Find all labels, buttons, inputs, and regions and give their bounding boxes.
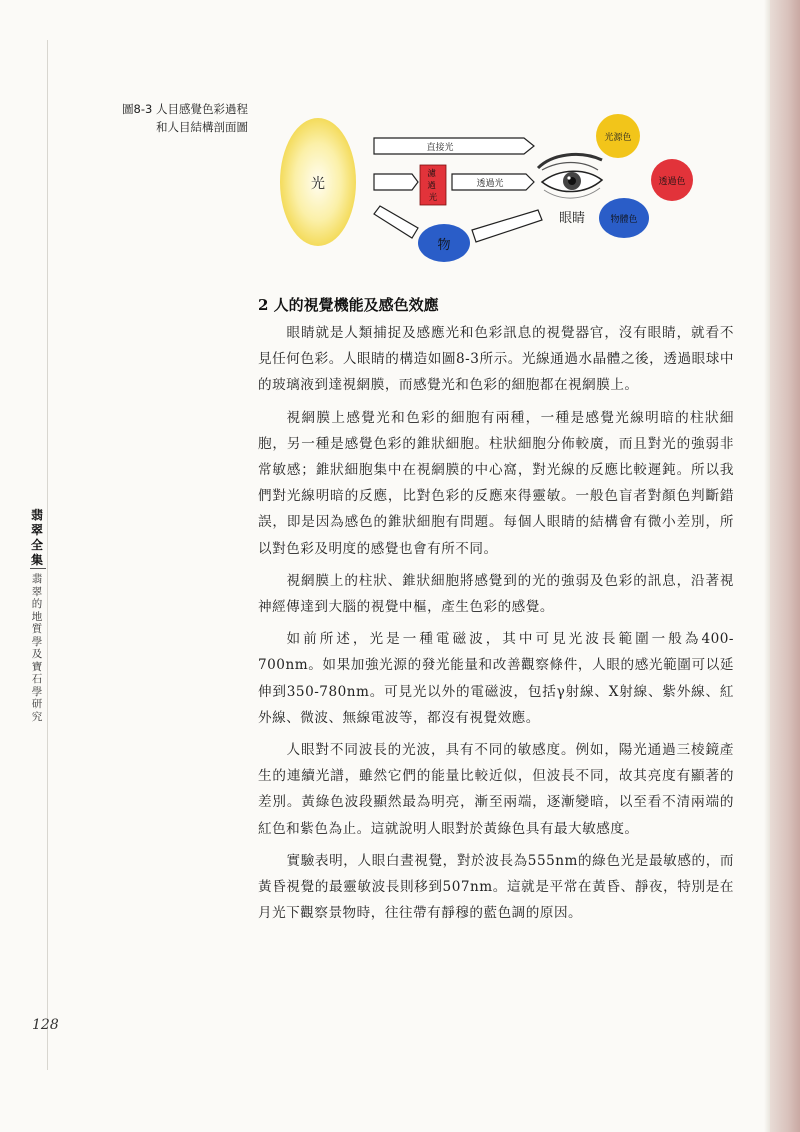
book-spine: [770, 0, 800, 1132]
light-to-object-arrow: [374, 206, 418, 238]
paragraph: 人眼對不同波長的光波，具有不同的敏感度。例如，陽光通過三棱鏡產生的連續光譜，雖然它們的能量比較近似，但波長不同，故其亮度有顯著的差別。黃綠色波段顯然最為明亮，漸至兩端，逐漸變暗，以至看不清兩端的紅色和紫色為止。這就說明人眼對於黃綠色具有最大敏感度。: [258, 742, 734, 837]
reflected-light-arrow: [472, 210, 542, 242]
color-perception-diagram: [280, 110, 700, 270]
transmitted-light-label: 透過光: [476, 179, 504, 189]
body-text: [258, 320, 734, 932]
series-title: 翡翠全集: [30, 508, 43, 567]
direct-light-arrow: [374, 138, 534, 154]
paragraph: 如前所述，光是一種電磁波，其中可見光波長範圍一般為400-700nm。如果加強光源的發光能量和改善觀察條件，人眼的感光範圍可以延伸到350-780nm。可見光以外的電磁波，包括γ射線、X射線、紫外線、紅外線、微波、無線電波等，都沒有視覺效應。: [258, 631, 734, 726]
eye-icon: [538, 154, 602, 198]
caption-line-2: 和人目結構剖面圖: [156, 120, 248, 134]
paragraph: 視網膜上感覺光和色彩的細胞有兩種，一種是感覺光線明暗的柱狀細胞，另一種是感覺色彩的錐狀細胞。柱狀細胞分佈較廣，而且對光的強弱非常敏感；錐狀細胞集中在視網膜的中心窩，對光線的反應比較遲鈍。所以我們對光線明暗的反應，比對色彩的反應來得靈敏。一般色盲者對顏色判斷錯誤，即是因為感色的錐狀細胞有問題。每個人眼睛的結構會有微小差別，所以對色彩及明度的感覺也會有所不同。: [258, 409, 734, 557]
page-number: 128: [32, 1017, 59, 1033]
light-source-color-label: 光源色: [604, 133, 632, 143]
paragraph: 眼睛就是人類捕捉及感應光和色彩訊息的視覺器官，沒有眼睛，就看不見任何色彩。人眼睛的構造如圖8-3所示。光線通過水晶體之後，透過眼球中的玻璃液到達視網膜，而感覺光和色彩的細胞都在視網膜上。: [258, 325, 734, 394]
filter-label: 濾 過 光: [427, 169, 438, 203]
paragraph: 實驗表明，人眼白晝視覺，對於波長為555nm的綠色光是最敏感的，而黃昏視覺的最靈敏波長則移到507nm。這就是平常在黃昏、靜夜，特別是在月光下觀察景物時，往往帶有靜穆的藍色調的原因。: [258, 852, 734, 922]
object-label: 物: [437, 238, 451, 253]
eye-label: 眼睛: [558, 211, 586, 226]
margin-rule: [47, 40, 48, 1070]
incoming-light-arrow: [374, 174, 418, 190]
transmitted-color-label: 透過色: [658, 177, 686, 187]
book-subtitle: 翡翠的地質學及寶石學研究: [31, 573, 43, 723]
sidebar-rule: [30, 568, 46, 569]
figure-caption: [122, 100, 248, 136]
section-heading: 2 人的視覺機能及感色效應: [258, 296, 439, 314]
paragraph: 視網膜上的柱狀、錐狀細胞將感覺到的光的強弱及色彩的訊息，沿著視神經傳達到大腦的視覺中樞，產生色彩的感覺。: [258, 572, 734, 616]
direct-light-label: 直接光: [426, 143, 454, 153]
light-label: 光: [311, 176, 325, 192]
caption-line-1: 圖8-3 人目感覺色彩過程: [122, 102, 248, 116]
object-color-label: 物體色: [610, 215, 638, 225]
